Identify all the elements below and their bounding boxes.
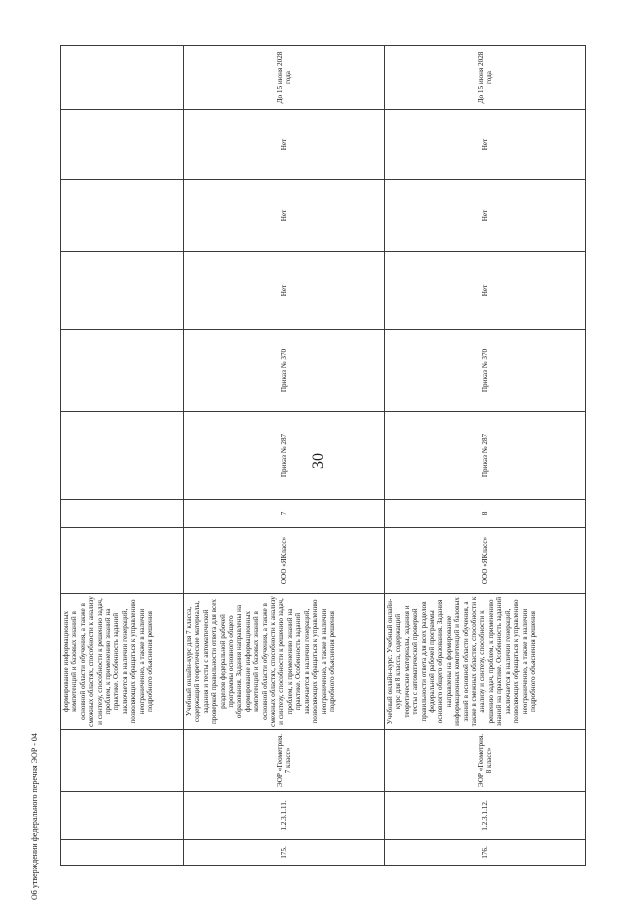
rotated-sheet bbox=[60, 46, 576, 866]
organization: ООО «ЯКласс» bbox=[184, 528, 385, 594]
deadline: До 15 июня 2028 года bbox=[385, 46, 586, 110]
table-row-continued bbox=[61, 46, 184, 866]
value-col3: Нет bbox=[385, 110, 586, 180]
page-number: 30 bbox=[310, 453, 327, 469]
row-code: 1.2.3.1.12. bbox=[385, 792, 586, 840]
cell bbox=[61, 180, 184, 252]
table-row bbox=[184, 46, 385, 866]
resource-table bbox=[60, 45, 586, 866]
continued-description: формирование информационных компетенций и базовых знаний в основной области обучения, а также в смежных областях, способности к анализу и синтезу, способности к решению задач, проблем, к применению знаний на практике. Особенность заданий заключается в наличии генераций, позволяющих обращаться к управлению неограниченно, а также в наличии подробного объяснения решения bbox=[61, 594, 184, 730]
organization: ООО «ЯКласс» bbox=[385, 528, 586, 594]
value-col2: Нет bbox=[385, 180, 586, 252]
value-col1: Нет bbox=[385, 252, 586, 330]
resource-name: ЭОР «Геометрия. 7 класс» bbox=[184, 730, 385, 792]
cell bbox=[61, 412, 184, 500]
cell bbox=[61, 840, 184, 866]
value-col3: Нет bbox=[184, 110, 385, 180]
cell bbox=[61, 252, 184, 330]
order-1: Приказ № 287 bbox=[184, 412, 385, 500]
order-1: Приказ № 287 bbox=[385, 412, 586, 500]
cell bbox=[61, 792, 184, 840]
resource-description: Учебный онлайн-курс для 7 класса, содержащий теоретические материалы, задания и тесты с автоматической проверкой правильности ответа для всех разделов федеральной рабочей программы основного общего образования. Задания направлены на формирование информационных компетенций и базовых знаний в основной области обучения, а также в смежных областях, способности к анализу и синтезу, способности к решению задач, проблем, к применению знаний на практике. Особенность заданий заключается в наличии генераций, позволяющих обращаться к управлению неограниченно, а также в наличии подробного объяснения решения bbox=[184, 594, 385, 730]
footer-text: Об утверждении федерального перечня ЭОР - 04 bbox=[30, 733, 39, 900]
row-code: 1.2.3.1.11. bbox=[184, 792, 385, 840]
resource-description: Учебный онлайн-курс. Учебный онлайн-курс для 8 класса, содержащий теоретические материалы, задания и тесты с автоматической проверкой правильности ответа для всех разделов федеральной рабочей программы основного общего образования. Задания направлены на формирование информационных компетенций и базовых знаний в основной области обучения, а также в смежных областях, способности к анализу и синтезу, способности к решению задач, проблем, к применению знаний на практике. Особенность заданий заключается в наличии генераций, позволяющих обращаться к управлению неограниченно, а также в наличии подробного объяснения решения bbox=[385, 594, 586, 730]
row-number: 176. bbox=[385, 840, 586, 866]
resource-name: ЭОР «Геометрия. 8 класс» bbox=[385, 730, 586, 792]
value-col1: Нет bbox=[184, 252, 385, 330]
cell bbox=[61, 730, 184, 792]
cell bbox=[61, 528, 184, 594]
cell bbox=[61, 500, 184, 528]
cell bbox=[61, 46, 184, 110]
row-number: 175. bbox=[184, 840, 385, 866]
order-2: Приказ № 370 bbox=[184, 330, 385, 412]
value-col2: Нет bbox=[184, 180, 385, 252]
order-2: Приказ № 370 bbox=[385, 330, 586, 412]
grade: 7 bbox=[184, 500, 385, 528]
grade: 8 bbox=[385, 500, 586, 528]
cell bbox=[61, 110, 184, 180]
table-row bbox=[385, 46, 586, 866]
cell bbox=[61, 330, 184, 412]
deadline: До 15 июня 2028 года bbox=[184, 46, 385, 110]
